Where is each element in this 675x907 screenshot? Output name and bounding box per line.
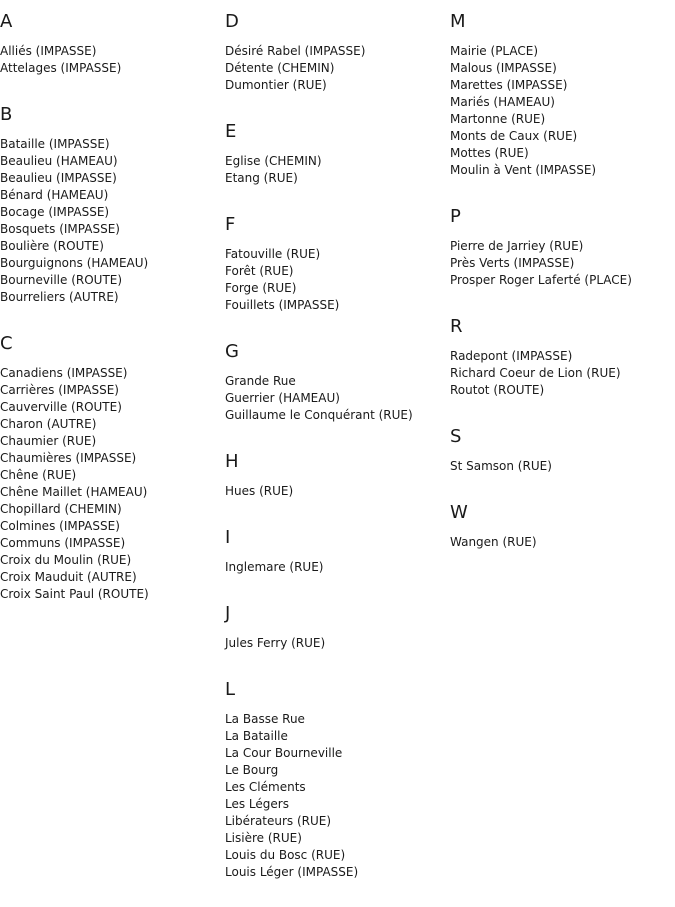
- street-item: Routot (ROUTE): [450, 383, 545, 397]
- letter-section: [0, 332, 220, 603]
- street-item: Charon (AUTRE): [0, 417, 97, 431]
- letter-heading: D: [225, 11, 239, 32]
- street-item: Wangen (RUE): [450, 535, 537, 549]
- street-list: [450, 238, 675, 289]
- street-list: [225, 246, 445, 314]
- letter-heading: J: [225, 603, 231, 624]
- street-item: Radepont (IMPASSE): [450, 349, 573, 363]
- street-item: Près Verts (IMPASSE): [450, 256, 575, 270]
- letter-section: [450, 10, 675, 179]
- street-item: Bourneville (ROUTE): [0, 273, 123, 287]
- street-item: Bourreliers (AUTRE): [0, 290, 119, 304]
- street-item: La Basse Rue: [225, 712, 305, 726]
- street-item: Malous (IMPASSE): [450, 61, 557, 75]
- street-item: Bourguignons (HAMEAU): [0, 256, 149, 270]
- street-item: Les Légers: [225, 797, 289, 811]
- letter-section: [450, 315, 675, 399]
- street-item: Chaumier (RUE): [0, 434, 97, 448]
- letter-heading: C: [0, 333, 13, 354]
- street-list: [0, 136, 220, 306]
- letter-section: [225, 678, 445, 881]
- street-item: Croix Mauduit (AUTRE): [0, 570, 137, 584]
- street-item: La Cour Bourneville: [225, 746, 343, 760]
- street-item: Colmines (IMPASSE): [0, 519, 120, 533]
- letter-heading: L: [225, 679, 236, 700]
- street-item: Moulin à Vent (IMPASSE): [450, 163, 597, 177]
- letter-heading: I: [225, 527, 231, 548]
- street-item: Beaulieu (IMPASSE): [0, 171, 117, 185]
- street-item: Libérateurs (RUE): [225, 814, 332, 828]
- letter-section: [450, 425, 675, 475]
- street-item: Bocage (IMPASSE): [0, 205, 110, 219]
- street-item: Canadiens (IMPASSE): [0, 366, 128, 380]
- street-item: Eglise (CHEMIN): [225, 154, 322, 168]
- street-item: Bosquets (IMPASSE): [0, 222, 120, 236]
- street-item: Hues (RUE): [225, 484, 294, 498]
- street-item: Inglemare (RUE): [225, 560, 324, 574]
- street-item: Mariés (HAMEAU): [450, 95, 555, 109]
- index-column: [0, 10, 220, 629]
- letter-heading: W: [450, 502, 468, 523]
- street-item: Fatouville (RUE): [225, 247, 321, 261]
- street-item: Fouillets (IMPASSE): [225, 298, 340, 312]
- letter-heading: B: [0, 104, 13, 125]
- letter-section: [450, 501, 675, 551]
- street-item: Forge (RUE): [225, 281, 297, 295]
- street-item: Alliés (IMPASSE): [0, 44, 97, 58]
- street-item: Prosper Roger Laferté (PLACE): [450, 273, 632, 287]
- letter-heading: P: [450, 206, 461, 227]
- street-list: [225, 483, 445, 500]
- street-item: Croix Saint Paul (ROUTE): [0, 587, 149, 601]
- letter-section: [225, 602, 445, 652]
- street-item: Croix du Moulin (RUE): [0, 553, 132, 567]
- street-item: Détente (CHEMIN): [225, 61, 335, 75]
- letter-heading: H: [225, 451, 239, 472]
- street-item: Louis du Bosc (RUE): [225, 848, 346, 862]
- street-list: [450, 458, 675, 475]
- street-item: Beaulieu (HAMEAU): [0, 154, 118, 168]
- street-item: Forêt (RUE): [225, 264, 294, 278]
- street-list: [225, 711, 445, 881]
- street-item: Boulière (ROUTE): [0, 239, 104, 253]
- street-list: [450, 534, 675, 551]
- index-column: [450, 10, 675, 577]
- letter-heading: E: [225, 121, 237, 142]
- letter-heading: A: [0, 11, 13, 32]
- street-item: Richard Coeur de Lion (RUE): [450, 366, 621, 380]
- street-list: [225, 153, 445, 187]
- letter-heading: M: [450, 11, 466, 32]
- street-item: St Samson (RUE): [450, 459, 552, 473]
- letter-section: [0, 10, 220, 77]
- street-item: Grande Rue: [225, 374, 296, 388]
- street-item: Les Cléments: [225, 780, 306, 794]
- letter-heading: G: [225, 341, 239, 362]
- street-list: [225, 373, 445, 424]
- street-list: [450, 348, 675, 399]
- street-item: Mottes (RUE): [450, 146, 529, 160]
- street-item: Attelages (IMPASSE): [0, 61, 122, 75]
- letter-section: [225, 10, 445, 94]
- letter-section: [225, 120, 445, 187]
- street-item: Désiré Rabel (IMPASSE): [225, 44, 366, 58]
- street-item: Lisière (RUE): [225, 831, 302, 845]
- letter-section: [225, 526, 445, 576]
- street-item: Martonne (RUE): [450, 112, 546, 126]
- index-column: [225, 10, 445, 907]
- street-item: Mairie (PLACE): [450, 44, 539, 58]
- street-item: Communs (IMPASSE): [0, 536, 126, 550]
- street-list: [0, 43, 220, 77]
- street-item: Chaumières (IMPASSE): [0, 451, 137, 465]
- street-item: Cauverville (ROUTE): [0, 400, 122, 414]
- street-item: Jules Ferry (RUE): [225, 636, 326, 650]
- street-list: [225, 43, 445, 94]
- letter-heading: F: [225, 214, 236, 235]
- street-item: Chêne Maillet (HAMEAU): [0, 485, 148, 499]
- street-item: Chopillard (CHEMIN): [0, 502, 122, 516]
- street-item: Bataille (IMPASSE): [0, 137, 110, 151]
- street-item: La Bataille: [225, 729, 288, 743]
- letter-section: [450, 205, 675, 289]
- street-item: Pierre de Jarriey (RUE): [450, 239, 584, 253]
- letter-section: [225, 213, 445, 314]
- street-item: Guillaume le Conquérant (RUE): [225, 408, 413, 422]
- letter-section: [0, 103, 220, 306]
- street-item: Guerrier (HAMEAU): [225, 391, 340, 405]
- street-item: Dumontier (RUE): [225, 78, 327, 92]
- street-item: Le Bourg: [225, 763, 279, 777]
- letter-section: [225, 450, 445, 500]
- street-item: Etang (RUE): [225, 171, 298, 185]
- letter-heading: R: [450, 316, 463, 337]
- street-item: Bénard (HAMEAU): [0, 188, 109, 202]
- street-item: Louis Léger (IMPASSE): [225, 865, 359, 879]
- street-list: [450, 43, 675, 179]
- street-list: [225, 559, 445, 576]
- street-list: [0, 365, 220, 603]
- street-item: Monts de Caux (RUE): [450, 129, 578, 143]
- street-item: Chêne (RUE): [0, 468, 77, 482]
- street-list: [225, 635, 445, 652]
- letter-heading: S: [450, 426, 462, 447]
- street-item: Marettes (IMPASSE): [450, 78, 568, 92]
- letter-section: [225, 340, 445, 424]
- street-item: Carrières (IMPASSE): [0, 383, 119, 397]
